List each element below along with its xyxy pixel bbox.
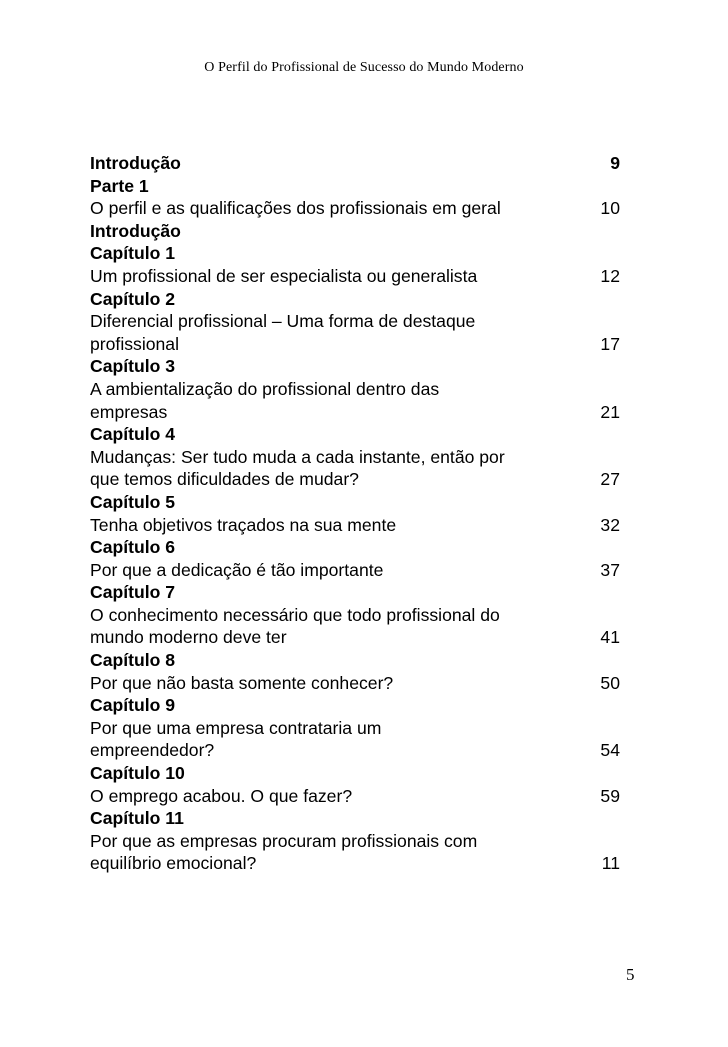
toc-heading bbox=[90, 175, 620, 198]
toc-page-number: 54 bbox=[600, 740, 620, 761]
toc-line-text: Por que não basta somente conhecer? bbox=[90, 672, 394, 693]
toc-page-number: 50 bbox=[600, 672, 620, 693]
toc-line-text: Introdução bbox=[90, 153, 181, 173]
toc-line-text: Parte 1 bbox=[90, 175, 149, 196]
table-of-contents bbox=[90, 152, 620, 875]
toc-heading bbox=[90, 288, 620, 311]
toc-entry bbox=[90, 197, 620, 220]
toc-heading bbox=[90, 152, 620, 175]
toc-line-text: O conhecimento necessário que todo profissional do bbox=[90, 604, 500, 625]
toc-heading bbox=[90, 491, 620, 514]
toc-line-text: Capítulo 2 bbox=[90, 288, 176, 309]
toc-page-number: 37 bbox=[600, 559, 620, 580]
toc-line-text: Capítulo 1 bbox=[90, 243, 176, 264]
toc-page-number: 59 bbox=[600, 785, 620, 806]
toc-line-text: O emprego acabou. O que fazer? bbox=[90, 785, 353, 806]
toc-entry bbox=[90, 626, 620, 649]
toc-entry bbox=[90, 672, 620, 695]
toc-heading bbox=[90, 220, 620, 243]
toc-page-number: 21 bbox=[600, 401, 620, 422]
toc-entry bbox=[90, 378, 620, 401]
running-header: O Perfil do Profissional de Sucesso do Mundo Moderno bbox=[204, 60, 524, 75]
toc-line-text: Um profissional de ser especialista ou generalista bbox=[90, 265, 478, 286]
toc-entry bbox=[90, 604, 620, 627]
toc-entry bbox=[90, 468, 620, 491]
toc-line-text: empresas bbox=[90, 401, 168, 422]
toc-line-text: Capítulo 3 bbox=[90, 356, 176, 377]
toc-line-text: Diferencial profissional – Uma forma de destaque bbox=[90, 311, 476, 332]
toc-entry bbox=[90, 739, 620, 762]
toc-page-number: 32 bbox=[600, 514, 620, 535]
toc-entry bbox=[90, 401, 620, 424]
page-number: 5 bbox=[626, 965, 635, 984]
toc-page-number: 27 bbox=[600, 469, 620, 490]
toc-entry bbox=[90, 852, 620, 875]
toc-heading bbox=[90, 649, 620, 672]
toc-line-text: Capítulo 8 bbox=[90, 650, 176, 671]
toc-line-text: que temos dificuldades de mudar? bbox=[90, 469, 359, 490]
toc-line-text: Capítulo 5 bbox=[90, 491, 176, 512]
toc-page-number: 17 bbox=[600, 333, 620, 354]
toc-heading bbox=[90, 694, 620, 717]
toc-page-number: 9 bbox=[610, 153, 620, 173]
toc-entry bbox=[90, 514, 620, 537]
toc-entry bbox=[90, 446, 620, 469]
toc-heading bbox=[90, 355, 620, 378]
toc-heading bbox=[90, 423, 620, 446]
toc-line-text: Tenha objetivos traçados na sua mente bbox=[90, 514, 397, 535]
toc-line-text: Por que as empresas procuram profissionais com bbox=[90, 830, 478, 851]
toc-line-text: Capítulo 6 bbox=[90, 537, 176, 558]
toc-line-text: Capítulo 9 bbox=[90, 695, 176, 716]
toc-entry bbox=[90, 310, 620, 333]
toc-line-text: Capítulo 7 bbox=[90, 582, 176, 603]
toc-line-text: Capítulo 10 bbox=[90, 763, 185, 784]
toc-line-text: mundo moderno deve ter bbox=[90, 627, 287, 648]
toc-line-text: Por que uma empresa contrataria um bbox=[90, 717, 382, 738]
toc-entry bbox=[90, 717, 620, 740]
toc-line-text: Mudanças: Ser tudo muda a cada instante, então por bbox=[90, 446, 505, 467]
toc-line-text: Capítulo 4 bbox=[90, 424, 176, 445]
toc-line-text: empreendedor? bbox=[90, 740, 215, 761]
toc-page-number: 12 bbox=[600, 265, 620, 286]
toc-entry bbox=[90, 559, 620, 582]
toc-entry bbox=[90, 265, 620, 288]
toc-page-number: 11 bbox=[601, 853, 620, 874]
toc-line-text: A ambientalização do profissional dentro das bbox=[90, 378, 440, 399]
toc-entry bbox=[90, 830, 620, 853]
toc-heading bbox=[90, 536, 620, 559]
toc-line-text: profissional bbox=[90, 333, 179, 354]
toc-line-text: Introdução bbox=[90, 220, 181, 241]
toc-heading bbox=[90, 807, 620, 830]
toc-line-text: Capítulo 11 bbox=[90, 808, 184, 829]
toc-page-number: 10 bbox=[600, 198, 620, 219]
toc-heading bbox=[90, 581, 620, 604]
toc-heading bbox=[90, 242, 620, 265]
toc-page-number: 41 bbox=[600, 627, 620, 648]
toc-entry bbox=[90, 333, 620, 356]
toc-line-text: equilíbrio emocional? bbox=[90, 853, 257, 874]
toc-entry bbox=[90, 785, 620, 808]
toc-line-text: O perfil e as qualificações dos profissionais em geral bbox=[90, 198, 501, 219]
toc-line-text: Por que a dedicação é tão importante bbox=[90, 559, 384, 580]
toc-heading bbox=[90, 762, 620, 785]
